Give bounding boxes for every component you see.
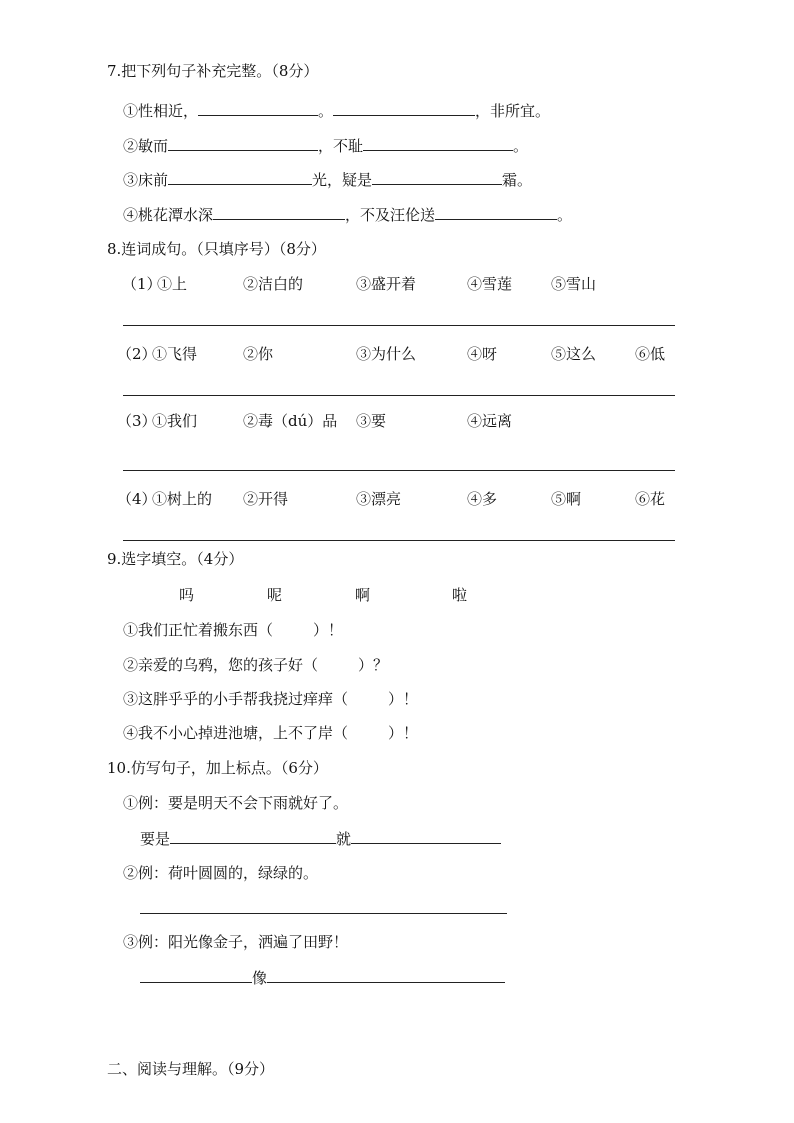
q10-answer-3: [140, 968, 505, 988]
q7-item-2: [123, 136, 528, 156]
q9-choice: 啊: [355, 586, 371, 604]
q8-option: ②洁白的: [243, 275, 304, 293]
q7-item-1-c: ，非所宜。: [475, 102, 551, 120]
q9-choice: 啦: [452, 586, 468, 604]
q7-item-1-b: 。: [318, 102, 334, 120]
q7-blank[interactable]: [198, 101, 318, 116]
q7-item-1: [123, 101, 550, 121]
q8-option: ①飞得: [152, 345, 198, 363]
q9-item-3-text: ③这胖乎乎的小手帮我挠过痒痒（: [123, 690, 349, 708]
q8-option: ④远离: [467, 412, 513, 430]
q8-option: ⑤雪山: [551, 275, 597, 293]
q7-item-2-b: ，不耻: [318, 137, 364, 155]
q10-blank[interactable]: [140, 968, 252, 983]
q10-title: 10.仿写句子，加上标点。（6分）: [107, 759, 328, 777]
q7-item-3: [123, 170, 532, 190]
q7-item-3-b: 光，疑是: [312, 171, 373, 189]
q7-blank[interactable]: [372, 170, 502, 185]
q8-option: ③盛开着: [356, 275, 417, 293]
q9-title: 9.选字填空。（4分）: [107, 550, 244, 568]
q10-answer-1-a: 要是: [140, 830, 171, 848]
q9-item-3: [123, 689, 418, 709]
q10-answer-1-b: 就: [336, 830, 352, 848]
q8-row-3-label: （3）: [117, 412, 157, 430]
q8-answer-line[interactable]: [123, 540, 675, 541]
q8-option: ⑤啊: [551, 490, 582, 508]
q8-row-2-label: （2）: [117, 345, 157, 363]
q9-item-4: [123, 723, 418, 743]
q8-option: ①我们: [152, 412, 198, 430]
q7-blank[interactable]: [168, 136, 318, 151]
q7-item-4: [123, 205, 572, 225]
q9-item-4-end: ）！: [388, 724, 419, 742]
q10-answer-1: [140, 829, 501, 849]
q8-option: ⑥低: [635, 345, 666, 363]
q7-blank[interactable]: [363, 136, 513, 151]
q7-blank[interactable]: [435, 205, 557, 220]
q10-example-1: ①例：要是明天不会下雨就好了。: [123, 794, 349, 812]
q8-option: ⑥花: [635, 490, 666, 508]
q8-option: ①树上的: [152, 490, 213, 508]
q9-item-1-text: ①我们正忙着搬东西（: [123, 621, 274, 639]
q8-row-4-label: （4）: [117, 490, 157, 508]
q7-item-4-b: ，不及汪伦送: [345, 206, 436, 224]
q7-item-1-a: ①性相近，: [123, 102, 199, 120]
q8-option: ②你: [243, 345, 274, 363]
q7-item-2-a: ②敏而: [123, 137, 169, 155]
q9-item-1-end: ）！: [313, 621, 344, 639]
q7-item-4-c: 。: [557, 206, 573, 224]
q8-answer-line[interactable]: [123, 395, 675, 396]
q7-blank[interactable]: [333, 101, 475, 116]
q9-item-4-text: ④我不小心掉进池塘，上不了岸（: [123, 724, 349, 742]
q10-answer-line[interactable]: [140, 913, 507, 914]
q8-row-1-label: （1）: [122, 275, 162, 293]
q8-option: ②开得: [243, 490, 289, 508]
q9-item-3-end: ）！: [388, 690, 419, 708]
q10-blank[interactable]: [267, 968, 505, 983]
q9-item-2-end: ）？: [358, 656, 389, 674]
q10-blank[interactable]: [170, 829, 336, 844]
q9-choice: 呢: [267, 586, 283, 604]
q9-item-1: [123, 620, 343, 640]
q8-option: ④多: [467, 490, 498, 508]
q8-option: ③为什么: [356, 345, 417, 363]
q8-option: ⑤这么: [551, 345, 597, 363]
q7-blank[interactable]: [168, 170, 312, 185]
q10-example-3: ③例：阳光像金子，洒遍了田野！: [123, 933, 349, 951]
q7-blank[interactable]: [213, 205, 345, 220]
q7-item-3-c: 霜。: [502, 171, 533, 189]
q8-option: ③漂亮: [356, 490, 402, 508]
q8-option: ①上: [157, 275, 188, 293]
q7-item-3-a: ③床前: [123, 171, 169, 189]
q9-item-2: [123, 655, 388, 675]
q10-blank[interactable]: [351, 829, 501, 844]
q8-answer-line[interactable]: [123, 470, 675, 471]
section-2-title: 二、阅读与理解。（9分）: [107, 1060, 275, 1078]
q8-option: ④呀: [467, 345, 498, 363]
q8-option: ④雪莲: [467, 275, 513, 293]
q8-option: ②毒（dú）品: [243, 412, 338, 430]
q8-answer-line[interactable]: [123, 325, 675, 326]
q10-example-2: ②例：荷叶圆圆的，绿绿的。: [123, 864, 319, 882]
q8-option: ③要: [356, 412, 387, 430]
q7-item-4-a: ④桃花潭水深: [123, 206, 214, 224]
q8-title: 8.连词成句。（只填序号）（8分）: [107, 240, 326, 258]
q7-item-2-c: 。: [513, 137, 529, 155]
q7-title: 7.把下列句子补充完整。（8分）: [107, 62, 319, 80]
q10-answer-3-a: 像: [252, 969, 268, 987]
q9-item-2-text: ②亲爱的乌鸦，您的孩子好（: [123, 656, 319, 674]
q9-choice: 吗: [179, 586, 195, 604]
